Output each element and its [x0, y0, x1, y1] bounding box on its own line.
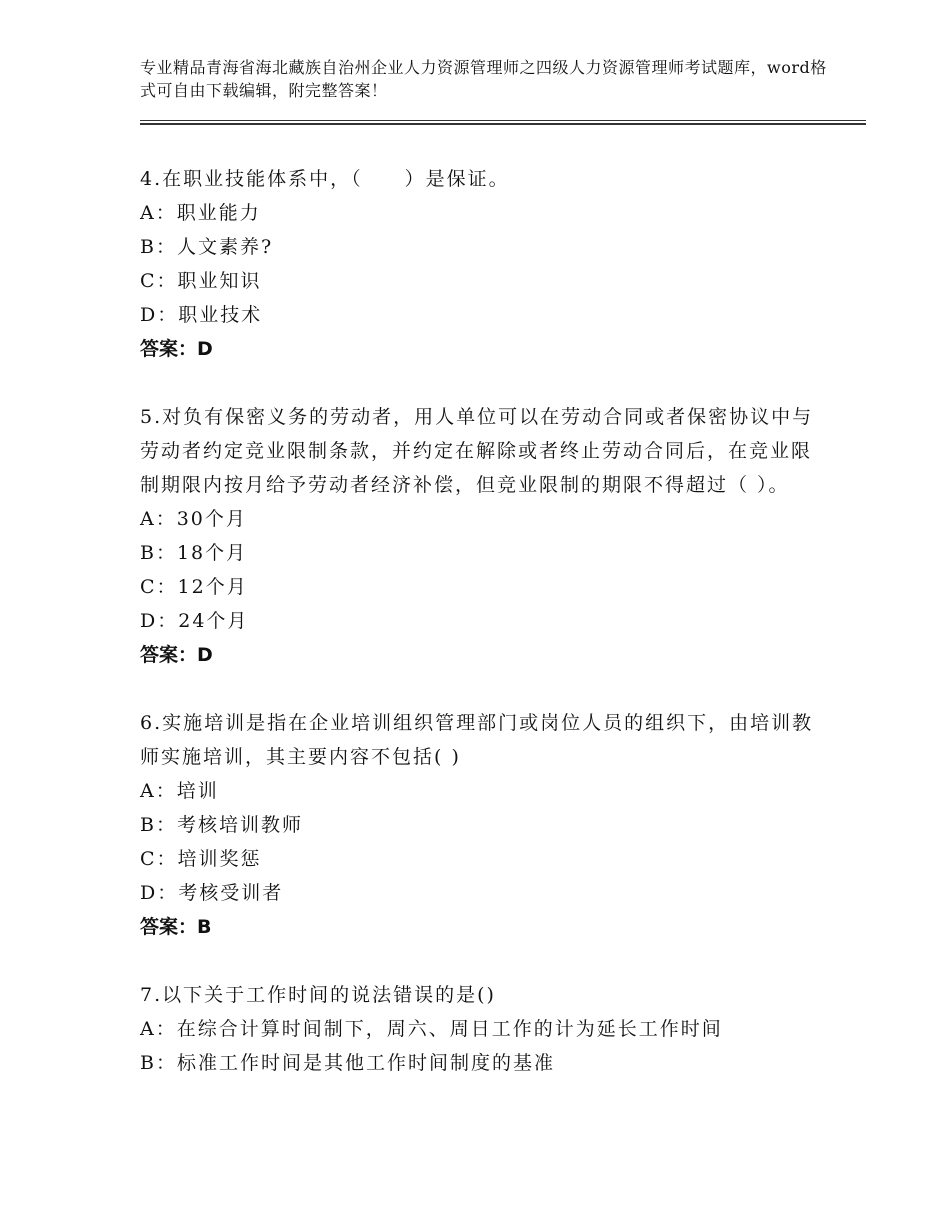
question-stem: 7.以下关于工作时间的说法错误的是()	[140, 984, 496, 1006]
header-divider-thin	[140, 120, 866, 121]
option-a: A：在综合计算时间制下，周六、周日工作的计为延长工作时间	[140, 1018, 723, 1040]
header-title: 专业精品青海省海北藏族自治州企业人力资源管理师之四级人力资源管理师考试题库，word格式可自由下载编辑，附完整答案！	[140, 58, 827, 100]
option-b: B：标准工作时间是其他工作时间制度的基准	[140, 1052, 555, 1074]
option-b: B：考核培训教师	[140, 814, 303, 836]
answer-line: 答案：D	[140, 338, 213, 360]
option-c: C：12个月	[140, 576, 248, 598]
header-divider-thick	[140, 123, 866, 125]
option-a: A：职业能力	[140, 202, 261, 224]
option-d: D：考核受训者	[140, 882, 284, 904]
question-list	[140, 162, 830, 1114]
option-a: A：培训	[140, 780, 219, 802]
option-b: B：人文素养?	[140, 236, 274, 258]
option-c: C：培训奖惩	[140, 848, 262, 870]
option-c: C：职业知识	[140, 270, 262, 292]
option-a: A：30个月	[140, 508, 247, 530]
question-stem: 5.对负有保密义务的劳动者，用人单位可以在劳动合同或者保密协议中与劳动者约定竞业限制条款，并约定在解除或者终止劳动合同后，在竞业限制期限内按月给予劳动者经济补偿，但竞业限制的期限不得超过（ ）。	[140, 406, 814, 496]
option-d: D：职业技术	[140, 304, 263, 326]
option-d: D：24个月	[140, 610, 249, 632]
question-5	[140, 400, 830, 672]
question-6	[140, 706, 830, 944]
document-header	[140, 56, 830, 102]
question-stem: 4.在职业技能体系中，（ ）是保证。	[140, 168, 510, 190]
question-4	[140, 162, 830, 366]
answer-line: 答案：B	[140, 916, 212, 938]
answer-line: 答案：D	[140, 644, 213, 666]
option-b: B：18个月	[140, 542, 248, 564]
question-stem: 6.实施培训是指在企业培训组织管理部门或岗位人员的组织下，由培训教师实施培训，其主要内容不包括( )	[140, 712, 814, 768]
question-7	[140, 978, 830, 1080]
